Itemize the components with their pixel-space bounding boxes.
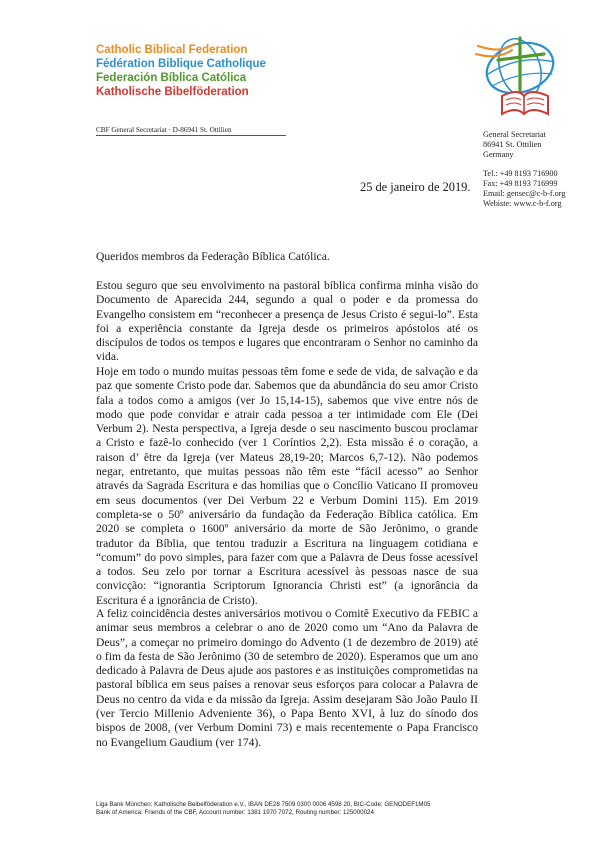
sender-return-line: CBF General Secretariat · D-86941 St. Ottilien [96,126,232,134]
address-line: 86941 St. Ottilien [483,140,542,150]
org-name-es: Federación Bíblica Católica [96,72,247,84]
bank-line: Bank of America: Friends of the CBF, Account number: 1381 1970 7072, Routing number: 125000024 [96,808,374,816]
contact-website: Webiste: www.c-b-f.org [483,199,562,209]
sender-underline [96,135,286,136]
body-paragraph: Estou seguro que seu envolvimento na pastoral bíblica confirma minha visão do Documento de Aparecida 244, segundo a qual o poder e da promessa do Evangelho consistem em “reconhecer a presença de Jesus Cristo é segui-lo”. Esta foi a experiência constante da Igreja desde os primeiros apóstolos até os discípulos de todos os tempos e lugares que encontraram o Senhor no caminho da vida. [96,279,478,364]
cbf-globe-cross-book-logo [468,34,576,120]
address-line: General Secretariat [483,130,546,139]
organization-names [96,43,266,99]
salutation: Queridos membros da Federação Bíblica Católica. [96,250,330,263]
contact-fax: Fax: +49 8193 716999 [483,178,558,188]
body-paragraph: Hoje em todo o mundo muitas pessoas têm fome e sede de vida, de salvação e da paz que somente Cristo pode dar. Sabemos que da abundância do seu amor Cristo fala a todos como a amigos (ver Jo 15,14-15), sabemos que vive entre nós de modo que pode convidar e atrair cada pessoa a ter intimidade com Ele (Dei Verbum 2). Nesta perspectiva, a Igreja desde o seu nascimento buscou proclamar a Cristo e fazê-lo conhecido (ver 1 Coríntios 2,2). Esta missão é o coração, a raison d’ être da Igreja (ver Mateus 28,19-20; Marcos 6,7-12). Não podemos negar, entretanto, que muitas pessoas não têm este “fácil acesso” ao Senhor através da Sagrada Escritura e das homilias que o Concílio Vaticano II promoveu em seus documentos (ver Dei Verbum 22 e Verbum Domini 115). Em 2019 completa-se o 50º aniversário da fundação da Federação Bíblica católica. Em 2020 se completa o 1600º aniversário da morte de São Jerônimo, o grande tradutor da Bíblia, que tentou traduzir a Escritura na linguagem cotidiana e “comum” do povo simples, para fazer com que a Palavra de Deus fosse acessível a todos. Seu zelo por tornar a Escritura acessível às pessoas nasce de sua convicção: “ignorantia Scriptorum Ignorancia Christi est” (a ignorância da Escritura é a ignorância de Cristo). [96,365,478,607]
secretariat-address [483,130,565,209]
address-spacer [483,161,565,169]
org-name-de: Katholische Bibelföderation [96,86,249,98]
org-name-en: Catholic Biblical Federation [96,44,248,56]
address-line: Germany [483,150,514,160]
body-paragraph: A feliz coincidência destes aniversários motivou o Comitê Executivo da FEBIC a animar seus membros a celebrar o ano de 2020 como um “Ano da Palavra de Deus”, a começar no primeiro domingo do Advento (1 de dezembro de 2019) até o fim da festa de São Jerônimo (30 de setembro de 2020). Esperamos que um ano dedicado à Palavra de Deus ajude aos pastores e as instituições comprometidas na pastoral bíblica em seus países a renovar seus esforços para colocar a Palavra de Deus no centro da vida e da missão da Igreja. Assim desejaram São João Paulo II (ver Tercio Millenio Adveniente 36), o Papa Bento XVI, à luz do sínodo dos bispos de 2008, (ver Verbum Domini 73) e mais recentemente o Papa Francisco no Evangelium Gaudium (ver 174). [96,607,478,749]
contact-email: Email: gensec@c-b-f.org [483,189,566,199]
bank-line: Liga Bank München: Katholische Beibelföderation e.V., IBAN DE28 7509 0300 0006 4598 20, BIC-Code: GENODEF1M05 [96,801,431,808]
letter-date: 25 de janeiro de 2019. [360,180,471,194]
contact-tel: Tel.: +49 8193 716900 [483,168,558,178]
bank-details-footer [96,801,430,816]
org-name-fr: Fédération Biblique Catholique [96,58,266,70]
